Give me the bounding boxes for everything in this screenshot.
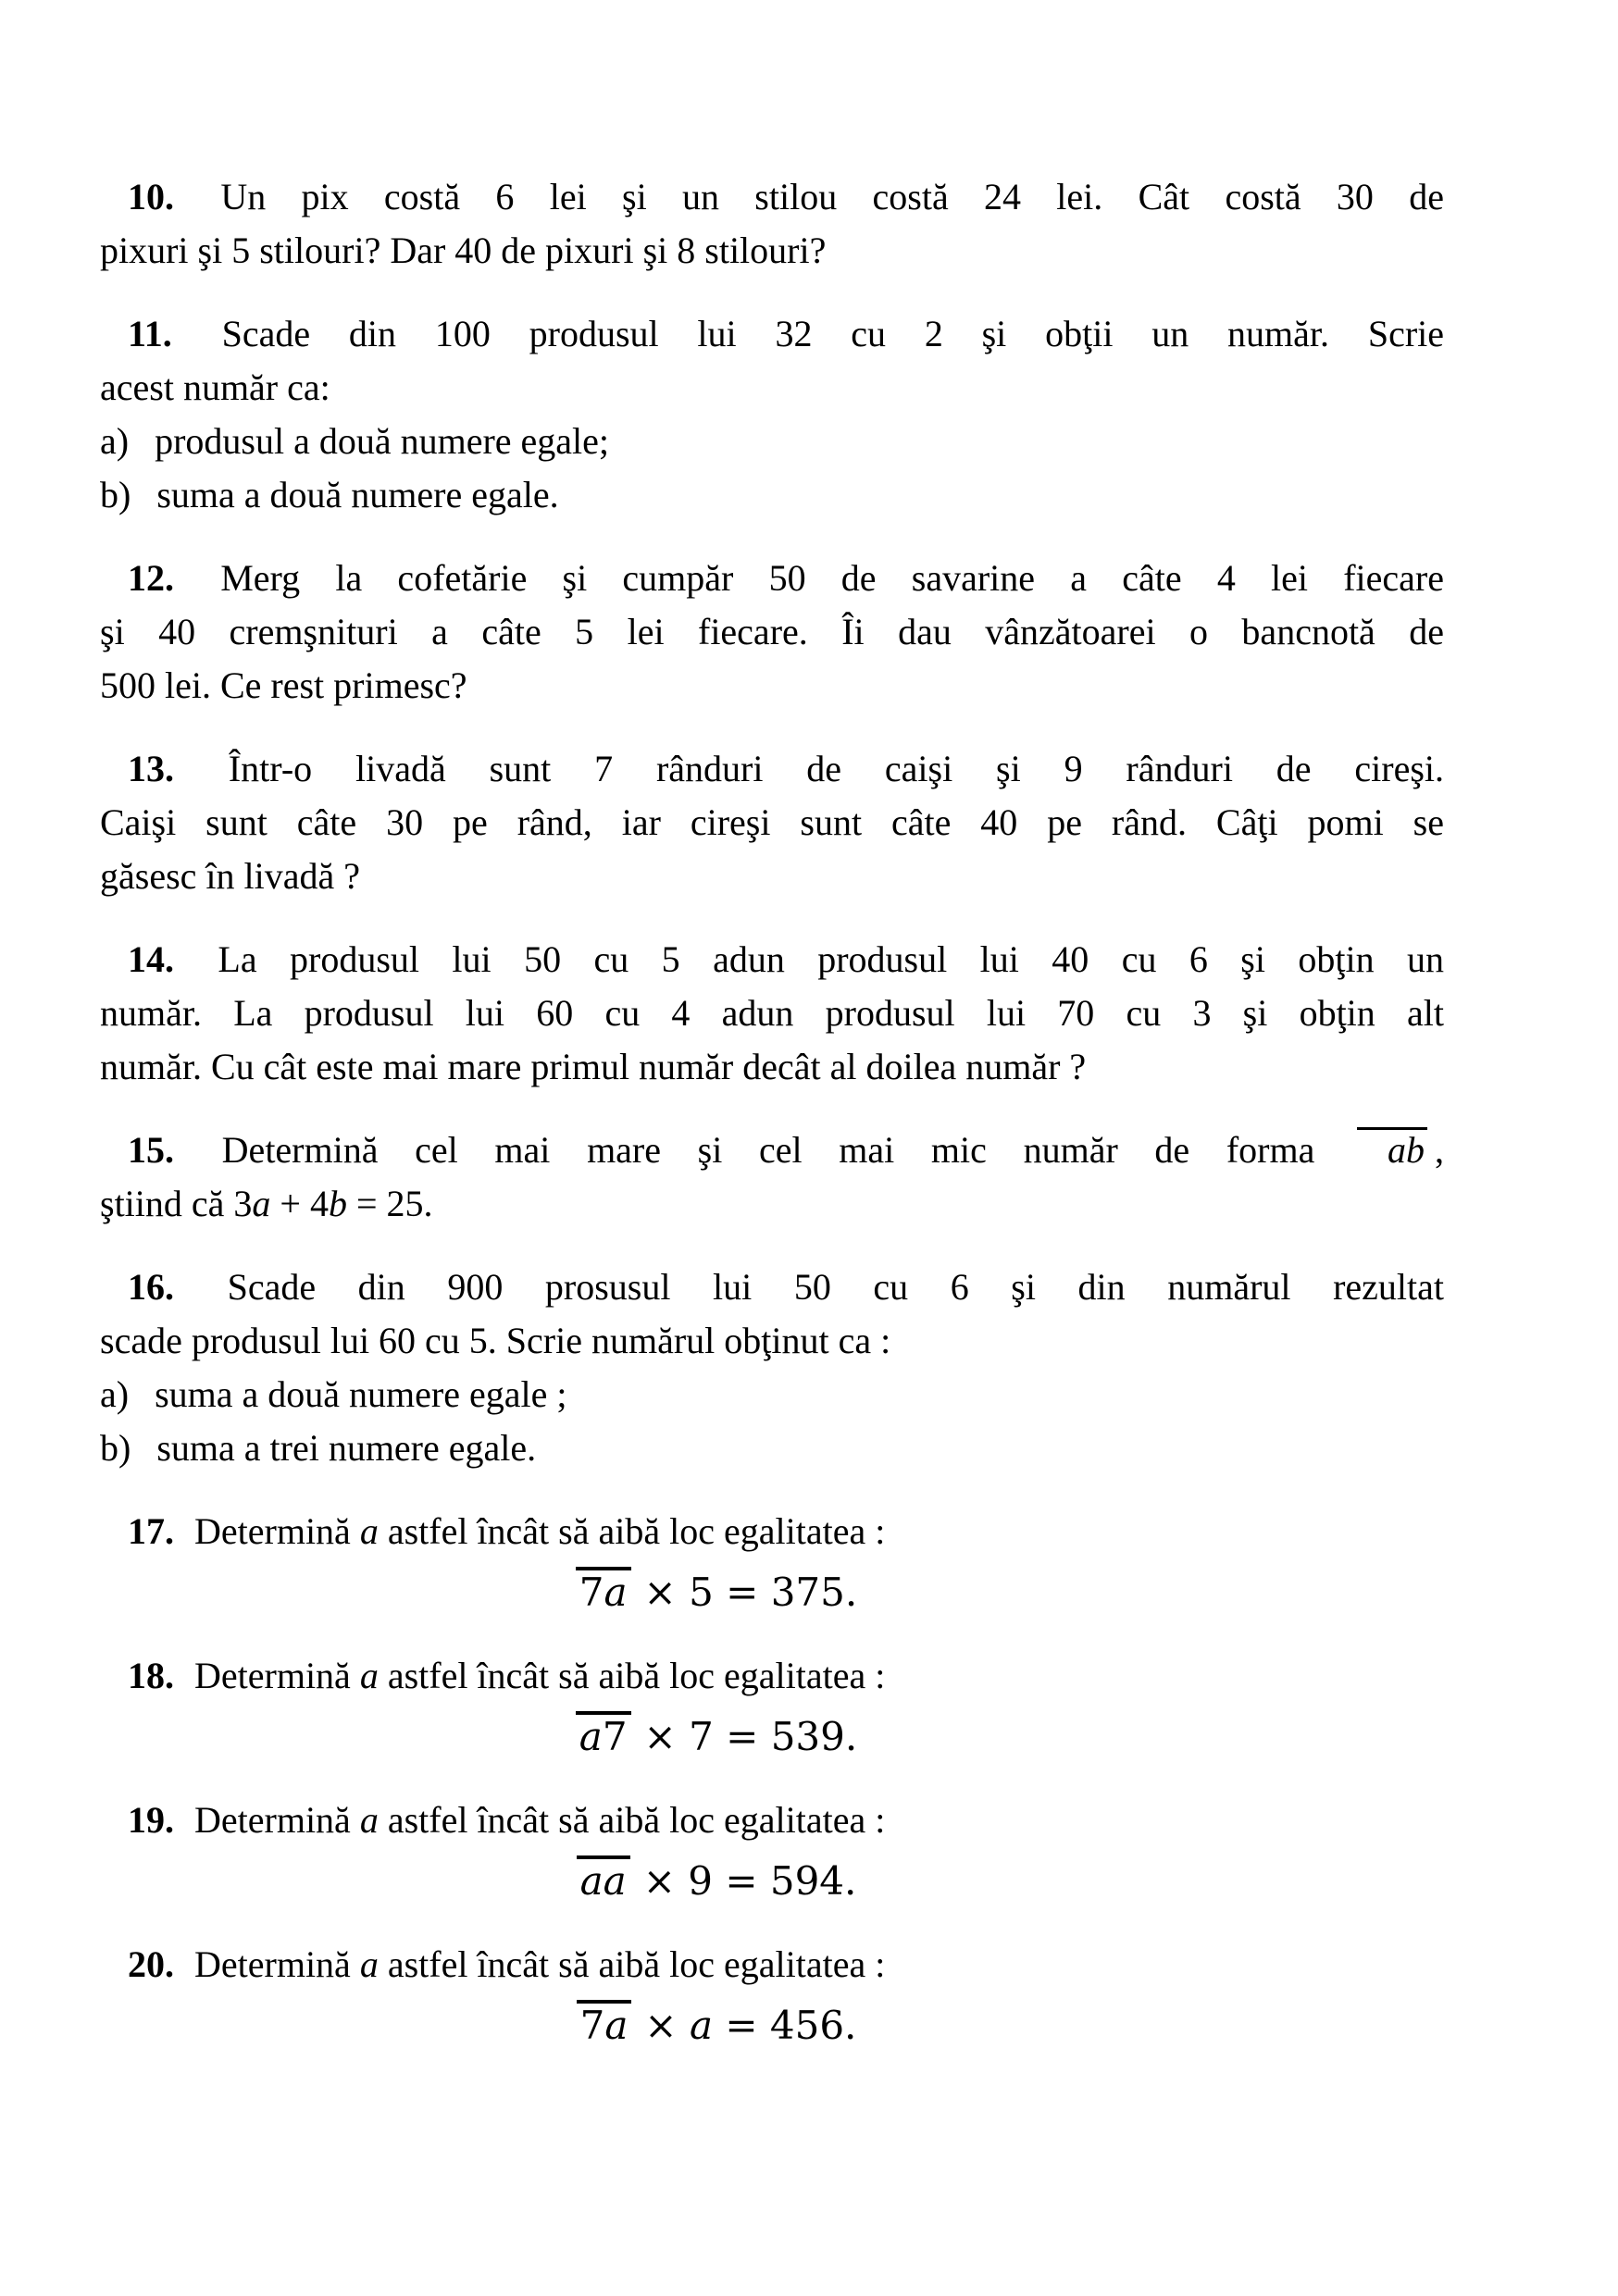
problem-10-line-2 bbox=[100, 224, 1444, 278]
problem-10-line-1 bbox=[100, 170, 1444, 224]
problem-13-line-1 bbox=[100, 742, 1444, 796]
problem-12-line-2 bbox=[100, 605, 1444, 659]
problem-11 bbox=[100, 307, 1444, 522]
problem-14-text-1: La produsul lui 50 cu 5 adun produsul lui 40 cu 6 şi obţin un bbox=[218, 938, 1445, 980]
problem-19-number: 19. bbox=[128, 1799, 174, 1841]
problem-11-text-2: acest număr ca: bbox=[100, 366, 330, 408]
problem-15-text-1: Determină cel mai mare şi cel mai mic număr de forma bbox=[221, 1129, 1315, 1171]
item-b-text: suma a trei numere egale. bbox=[156, 1427, 537, 1469]
problem-12-text-3: 500 lei. Ce rest primesc? bbox=[100, 664, 467, 706]
item-b-marker: b) bbox=[100, 474, 131, 515]
variable-a: a bbox=[252, 1183, 271, 1224]
problem-16-item-a bbox=[100, 1368, 1444, 1421]
problem-15-number: 15. bbox=[128, 1129, 174, 1171]
formula-variable: a bbox=[604, 1570, 628, 1615]
equation-text: + 4 bbox=[270, 1183, 329, 1224]
item-a-text: suma a două numere egale ; bbox=[155, 1373, 567, 1415]
overline-group bbox=[576, 1567, 631, 1614]
statement-text: Determină bbox=[194, 1799, 351, 1841]
problem-18 bbox=[100, 1649, 1444, 1764]
problem-19-formula bbox=[44, 1855, 1388, 1908]
variable-a: a bbox=[359, 1799, 379, 1841]
problem-12-text-1: Merg la cofetărie şi cumpăr 50 de savarine a câte 4 lei fiecare bbox=[220, 557, 1444, 599]
equation-text: = 25. bbox=[346, 1183, 433, 1224]
problem-16-text-1: Scade din 900 prosusul lui 50 cu 6 şi din numărul rezultat bbox=[227, 1266, 1445, 1308]
statement-text: astfel încât să aibă loc egalitatea : bbox=[387, 1655, 886, 1696]
statement-text: astfel încât să aibă loc egalitatea : bbox=[387, 1799, 886, 1841]
variable-a: a bbox=[359, 1510, 379, 1552]
problem-11-line-2 bbox=[100, 361, 1444, 415]
problem-14-text-2: număr. La produsul lui 60 cu 4 adun produsul lui 70 cu 3 şi obţin alt bbox=[100, 992, 1444, 1034]
formula-variable: a bbox=[689, 2003, 713, 2048]
problem-18-number: 18. bbox=[128, 1655, 174, 1696]
problem-10-text-1: Un pix costă 6 lei şi un stilou costă 24 lei. Cât costă 30 de bbox=[220, 176, 1444, 217]
formula-variable: a bbox=[603, 1858, 627, 1904]
item-a-marker: a) bbox=[100, 420, 130, 462]
statement-text: Determină bbox=[194, 1510, 351, 1552]
problem-16-text-2: scade produsul lui 60 cu 5. Scrie numărul obţinut ca : bbox=[100, 1320, 891, 1361]
problem-12-number: 12. bbox=[128, 557, 174, 599]
problem-12-line-1 bbox=[100, 552, 1444, 605]
problem-19 bbox=[100, 1793, 1444, 1908]
problem-20-number: 20. bbox=[128, 1943, 174, 1985]
variable-b: b bbox=[328, 1183, 347, 1224]
problem-10-number: 10. bbox=[128, 176, 174, 217]
formula-rest: = 456. bbox=[725, 2003, 857, 2048]
problem-14-number: 14. bbox=[128, 938, 174, 980]
formula-digit: 7 bbox=[579, 1570, 604, 1615]
formula-rest: × 9 = 594. bbox=[642, 1858, 857, 1904]
formula-rest: × 7 = 539. bbox=[643, 1714, 858, 1759]
problem-15-comma: , bbox=[1435, 1129, 1445, 1171]
problem-15-line-2 bbox=[100, 1177, 1444, 1231]
statement-text: astfel încât să aibă loc egalitatea : bbox=[387, 1510, 886, 1552]
item-b-marker: b) bbox=[100, 1427, 131, 1469]
problem-16-line-1 bbox=[100, 1260, 1444, 1314]
problem-18-formula bbox=[44, 1710, 1388, 1764]
overline-group bbox=[577, 1855, 630, 1903]
equation-text: ştiind că 3 bbox=[100, 1183, 253, 1224]
problem-11-item-b bbox=[100, 468, 1444, 522]
problem-10-text-2: pixuri şi 5 stilouri? Dar 40 de pixuri şi 8 stilouri? bbox=[100, 230, 827, 271]
problem-15 bbox=[100, 1123, 1444, 1231]
problem-12 bbox=[100, 552, 1444, 713]
problem-20-formula bbox=[44, 1999, 1388, 2053]
problem-11-line-1 bbox=[100, 307, 1444, 361]
problem-18-line-1 bbox=[100, 1649, 1444, 1703]
problem-17-line-1 bbox=[100, 1505, 1444, 1558]
problems-list bbox=[100, 170, 1444, 2060]
formula-times: × bbox=[644, 2003, 678, 2048]
formula-variable: a bbox=[579, 1714, 603, 1759]
problem-14-text-3: număr. Cu cât este mai mare primul număr decât al doilea număr ? bbox=[100, 1046, 1087, 1087]
item-a-text: produsul a două numere egale; bbox=[155, 420, 610, 462]
problem-14-line-2 bbox=[100, 987, 1444, 1040]
problem-16-line-2 bbox=[100, 1314, 1444, 1368]
variable-a: a bbox=[359, 1943, 379, 1985]
formula-digit: 7 bbox=[602, 1714, 628, 1759]
problem-15-line-1 bbox=[100, 1123, 1444, 1177]
item-a-marker: a) bbox=[100, 1373, 130, 1415]
problem-11-text-1: Scade din 100 produsul lui 32 cu 2 şi obţii un număr. Scrie bbox=[221, 313, 1445, 354]
problem-13-text-2: Caişi sunt câte 30 pe rând, iar cireşi sunt câte 40 pe rând. Câţi pomi se bbox=[100, 801, 1444, 843]
problem-13-number: 13. bbox=[128, 748, 174, 789]
problem-12-line-3 bbox=[100, 659, 1444, 713]
problem-16 bbox=[100, 1260, 1444, 1475]
problem-17-number: 17. bbox=[128, 1510, 174, 1552]
problem-12-text-2: şi 40 cremşnituri a câte 5 lei fiecare. Îi dau vânzătoarei o bancnotă de bbox=[100, 611, 1444, 652]
problem-11-number: 11. bbox=[128, 313, 172, 354]
statement-text: astfel încât să aibă loc egalitatea : bbox=[387, 1943, 886, 1985]
formula-rest: × 5 = 375. bbox=[643, 1570, 858, 1615]
problem-16-item-b bbox=[100, 1421, 1444, 1475]
problem-19-line-1 bbox=[100, 1793, 1444, 1847]
overline-group bbox=[577, 2000, 632, 2047]
problem-13-line-3 bbox=[100, 850, 1444, 903]
problem-16-number: 16. bbox=[128, 1266, 174, 1308]
formula-variable: a bbox=[579, 1858, 604, 1904]
problem-13-line-2 bbox=[100, 796, 1444, 850]
problem-11-item-a bbox=[100, 415, 1444, 468]
problem-20-line-1 bbox=[100, 1938, 1444, 1992]
formula-digit: 7 bbox=[579, 2003, 605, 2048]
problem-17-formula bbox=[44, 1566, 1388, 1620]
statement-text: Determină bbox=[194, 1655, 351, 1696]
overline-ab bbox=[1357, 1127, 1427, 1171]
formula-variable: a bbox=[604, 2003, 629, 2048]
problem-17 bbox=[100, 1505, 1444, 1620]
overline-group bbox=[576, 1711, 631, 1758]
item-b-text: suma a două numere egale. bbox=[156, 474, 559, 515]
problem-20 bbox=[100, 1938, 1444, 2053]
problem-13 bbox=[100, 742, 1444, 903]
overline-ab-letters: ab bbox=[1388, 1129, 1425, 1171]
statement-text: Determină bbox=[194, 1943, 351, 1985]
problem-14-line-1 bbox=[100, 933, 1444, 987]
problem-14-line-3 bbox=[100, 1040, 1444, 1094]
problem-13-text-1: Într-o livadă sunt 7 rânduri de caişi şi 9 rânduri de cireşi. bbox=[228, 748, 1445, 789]
problem-10 bbox=[100, 170, 1444, 278]
problem-14 bbox=[100, 933, 1444, 1094]
problem-13-text-3: găsesc în livadă ? bbox=[100, 855, 360, 897]
variable-a: a bbox=[359, 1655, 379, 1696]
